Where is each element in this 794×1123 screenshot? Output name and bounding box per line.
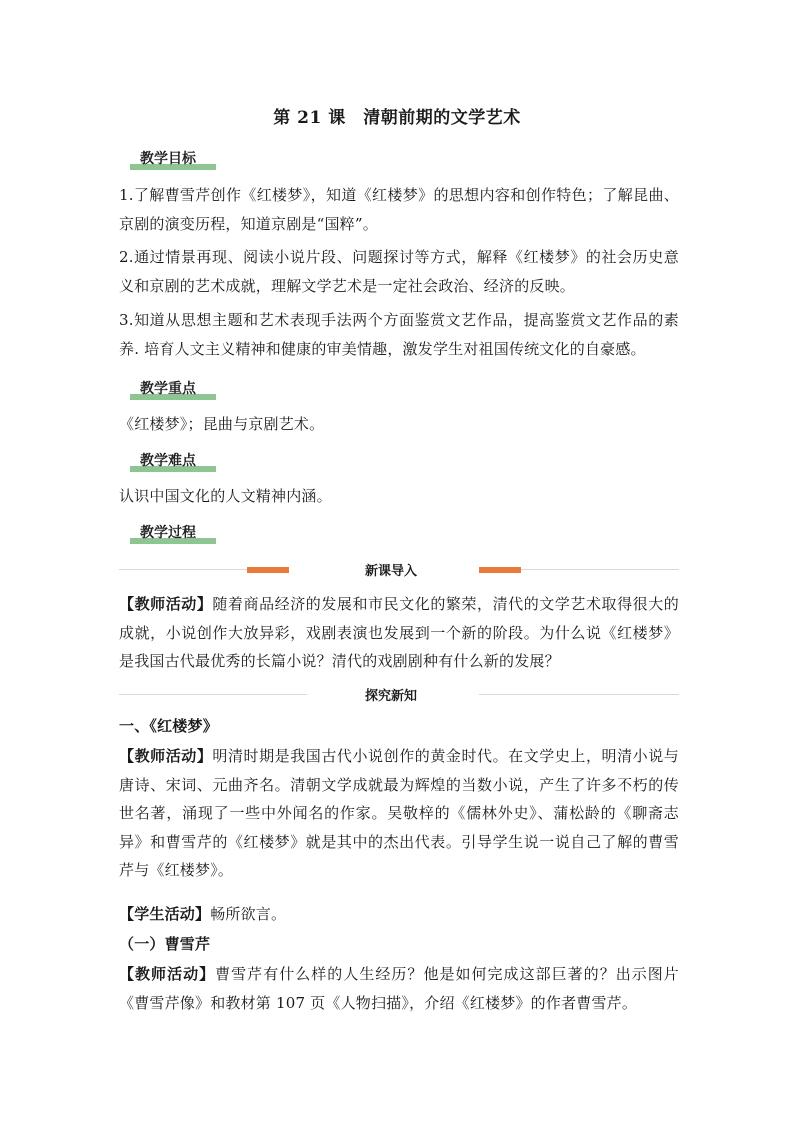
explore-teacher-text: 明清时期是我国古代小说创作的黄金时代。在文学史上，明清小说与唐诗、宋词、元曲齐名。清朝文学成就最为辉煌的当数小说，产生了许多不朽的传世名著，涌现了一些中外闻名的作家。吴敬梓的《儒林外史》、蒲松龄的《聊斋志异》和曹雪芹的《红楼梦》就是其中的杰出代表。引导学生说一说自己了解的曹雪芹与《红楼梦》。 [119, 747, 679, 879]
student-activity-text: 畅所欲言。 [210, 905, 287, 923]
key-points-text: 《红楼梦》；昆曲与京剧艺术。 [119, 415, 325, 433]
subsection-title-caoxueqin: （一）曹雪芹 [119, 935, 211, 953]
section-label-key-points [130, 378, 216, 400]
objective-item-2: 2.通过情景再现、阅读小说片段、问题探讨等方式，解释《红楼梦》的社会历史意义和京剧的艺术成就，理解文学艺术是一定社会政治、经济的反映。 [119, 248, 679, 295]
intro-text: 随着商品经济的发展和市民文化的繁荣，清代的文学艺术取得很大的成就，小说创作大放异彩，戏剧表演也发展到一个新的阶段。为什么说《红楼梦》是我国古代最优秀的长篇小说？清代的戏剧剧种有什么新的发展？ [119, 595, 679, 670]
divider-explore [119, 685, 679, 705]
divider-mark-left [247, 567, 289, 573]
section-label-process [130, 522, 216, 544]
divider-mark-right [479, 567, 521, 573]
divider-heading: 新课导入 [365, 564, 418, 579]
teacher-activity-tag: 【教师活动】 [119, 747, 213, 765]
caoxueqin-teacher-text: 曹雪芹有什么样的人生经历？他是如何完成这部巨著的？出示图片《曹雪芹像》和教材第 107 页《人物扫描》，介绍《红楼梦》的作者曹雪芹。 [119, 965, 679, 1012]
page-title: 第 21 课 清朝前期的文学艺术 [273, 108, 521, 128]
teacher-activity-tag: 【教师活动】 [119, 595, 213, 613]
section-label-text: 教学重点 [140, 381, 196, 397]
section-label-text: 教学目标 [140, 151, 196, 167]
divider-heading: 探究新知 [365, 689, 418, 704]
objective-item-1: 1.了解曹雪芹创作《红楼梦》，知道《红楼梦》的思想内容和创作特色；了解昆曲、京剧的演变历程，知道京剧是“国粹”。 [119, 186, 679, 233]
divider-intro [119, 560, 679, 580]
caoxueqin-teacher-paragraph [119, 960, 679, 1017]
explore-teacher-paragraph [119, 742, 679, 885]
student-activity-tag: 【学生活动】 [119, 905, 211, 923]
section-label-objectives [130, 148, 216, 170]
student-activity-paragraph [119, 900, 679, 929]
section-label-text: 教学过程 [140, 525, 196, 541]
objective-item-3: 3.知道从思想主题和艺术表现手法两个方面鉴赏文艺作品，提高鉴赏文艺作品的素养. 培育人文主义精神和健康的审美情趣，激发学生对祖国传统文化的自豪感。 [119, 311, 679, 358]
teacher-activity-tag: 【教师活动】 [119, 965, 216, 983]
section-label-text: 教学难点 [140, 453, 196, 469]
section-label-difficulties [130, 450, 216, 472]
intro-paragraph [119, 590, 679, 676]
difficulties-text: 认识中国文化的人文精神内涵。 [119, 487, 332, 505]
section-title-hongloumeng: 一、《红楼梦》 [119, 717, 218, 735]
